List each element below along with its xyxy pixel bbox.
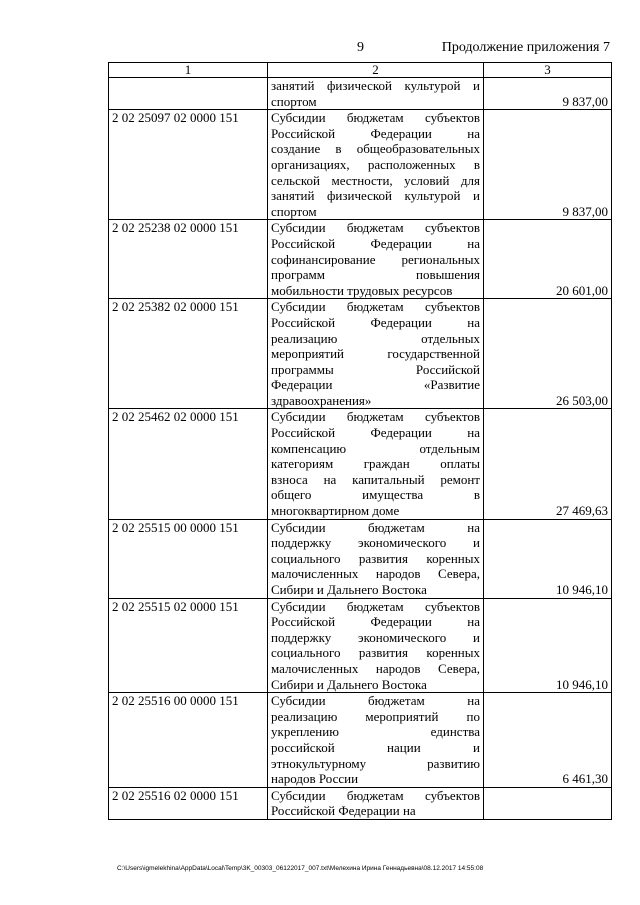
budget-code-cell: 2 02 25516 00 0000 151: [109, 693, 268, 788]
description-line: спортом: [271, 93, 317, 109]
table-row: [109, 519, 612, 598]
description-line: этнокультурному развитию: [271, 755, 480, 771]
description-cell: [268, 110, 484, 220]
description-cell: [268, 693, 484, 788]
description-line: спортом: [271, 203, 317, 219]
amount-cell: 9 837,00: [484, 78, 612, 110]
budget-table: [108, 62, 612, 820]
description-line: занятий физической культурой и: [271, 188, 480, 204]
description-line: Сибири и Дальнего Востока: [271, 582, 427, 597]
description-line: поддержку экономического и: [271, 629, 480, 645]
budget-code-cell: [109, 78, 268, 110]
column-header-3: 3: [484, 63, 612, 78]
description-line: организациях, расположенных в: [271, 156, 480, 172]
description-line: малочисленных народов Севера,: [271, 660, 480, 676]
table-row: [109, 598, 612, 693]
description-line: малочисленных народов Севера,: [271, 566, 480, 582]
description-line: взноса на капитальный ремонт: [271, 471, 480, 487]
description-line: программ повышения: [271, 267, 480, 283]
budget-code-cell: 2 02 25515 00 0000 151: [109, 519, 268, 598]
description-line: Субсидии бюджетам субъектов: [271, 787, 480, 803]
description-line: Российской Федерации на: [271, 614, 480, 630]
description-line: категориям граждан оплаты: [271, 456, 480, 472]
budget-code-cell: 2 02 25462 02 0000 151: [109, 409, 268, 519]
table-row: [109, 787, 612, 819]
description-line: Субсидии бюджетам субъектов: [271, 220, 480, 236]
description-line: мобильности трудовых ресурсов: [271, 282, 453, 298]
description-cell: [268, 409, 484, 519]
description-line: Субсидии бюджетам на: [271, 519, 480, 535]
description-cell: [268, 787, 484, 819]
amount-cell: 6 461,30: [484, 693, 612, 788]
amount-cell: 10 946,10: [484, 519, 612, 598]
budget-code-cell: 2 02 25516 02 0000 151: [109, 787, 268, 819]
description-line: российской нации и: [271, 739, 480, 755]
description-line: здравоохранения»: [271, 392, 372, 408]
description-cell: [268, 598, 484, 693]
amount-cell: 9 837,00: [484, 110, 612, 220]
table-header-row: [109, 63, 612, 78]
description-line: многоквартирном доме: [271, 503, 400, 519]
budget-code-cell: 2 02 25382 02 0000 151: [109, 299, 268, 409]
description-line: реализацию отдельных: [271, 330, 480, 346]
description-line: народов России: [271, 771, 359, 787]
description-line: занятий физической культурой и: [271, 78, 480, 93]
table-row: [109, 220, 612, 299]
amount-cell: 10 946,10: [484, 598, 612, 693]
table-row: [109, 78, 612, 110]
continuation-label: Продолжение приложения 7: [441, 40, 610, 55]
description-line: мероприятий государственной: [271, 346, 480, 362]
description-line: Российской Федерации на: [271, 314, 480, 330]
description-line: Российской Федерации на: [271, 125, 480, 141]
table-row: [109, 693, 612, 788]
table-row: [109, 299, 612, 409]
budget-code-cell: 2 02 25097 02 0000 151: [109, 110, 268, 220]
description-cell: [268, 299, 484, 409]
description-line: Сибири и Дальнего Востока: [271, 676, 427, 692]
description-line: социального развития коренных: [271, 645, 480, 661]
description-line: реализацию мероприятий по: [271, 708, 480, 724]
description-line: софинансирование региональных: [271, 251, 480, 267]
description-line: поддержку экономического и: [271, 535, 480, 551]
amount-cell: 26 503,00: [484, 299, 612, 409]
description-line: Федерации «Развитие: [271, 377, 480, 393]
description-line: Российской Федерации на: [271, 235, 480, 251]
description-line: Российской Федерации на: [271, 803, 416, 819]
table-row: [109, 409, 612, 519]
description-cell: [268, 78, 484, 110]
page-number: 9: [357, 40, 364, 55]
description-line: Российской Федерации на: [271, 425, 480, 441]
description-cell: [268, 519, 484, 598]
amount-cell: 20 601,00: [484, 220, 612, 299]
column-header-1: 1: [109, 63, 268, 78]
description-line: программы Российской: [271, 361, 480, 377]
description-line: сельской местности, условий для: [271, 172, 480, 188]
table-row: [109, 110, 612, 220]
description-line: компенсацию отдельным: [271, 440, 480, 456]
description-cell: [268, 220, 484, 299]
description-line: Субсидии бюджетам субъектов: [271, 110, 480, 126]
description-line: общего имущества в: [271, 487, 480, 503]
file-path-footer: C:\Users\igmelekhina\AppData\Local\Temp\3K_00303_06122017_007.txt\Мелехина Ирина Геннадьевна\08.12.2017 14:55:08: [117, 865, 484, 872]
description-line: Субсидии бюджетам на: [271, 693, 480, 709]
column-header-2: 2: [268, 63, 484, 78]
description-line: Субсидии бюджетам субъектов: [271, 409, 480, 425]
description-line: укреплению единства: [271, 724, 480, 740]
budget-code-cell: 2 02 25515 02 0000 151: [109, 598, 268, 693]
description-line: Субсидии бюджетам субъектов: [271, 299, 480, 315]
description-line: Субсидии бюджетам субъектов: [271, 598, 480, 614]
amount-cell: 27 469,63: [484, 409, 612, 519]
budget-code-cell: 2 02 25238 02 0000 151: [109, 220, 268, 299]
description-line: создание в общеобразовательных: [271, 141, 480, 157]
description-line: социального развития коренных: [271, 550, 480, 566]
page-header: [0, 40, 640, 60]
amount-cell: [484, 787, 612, 819]
